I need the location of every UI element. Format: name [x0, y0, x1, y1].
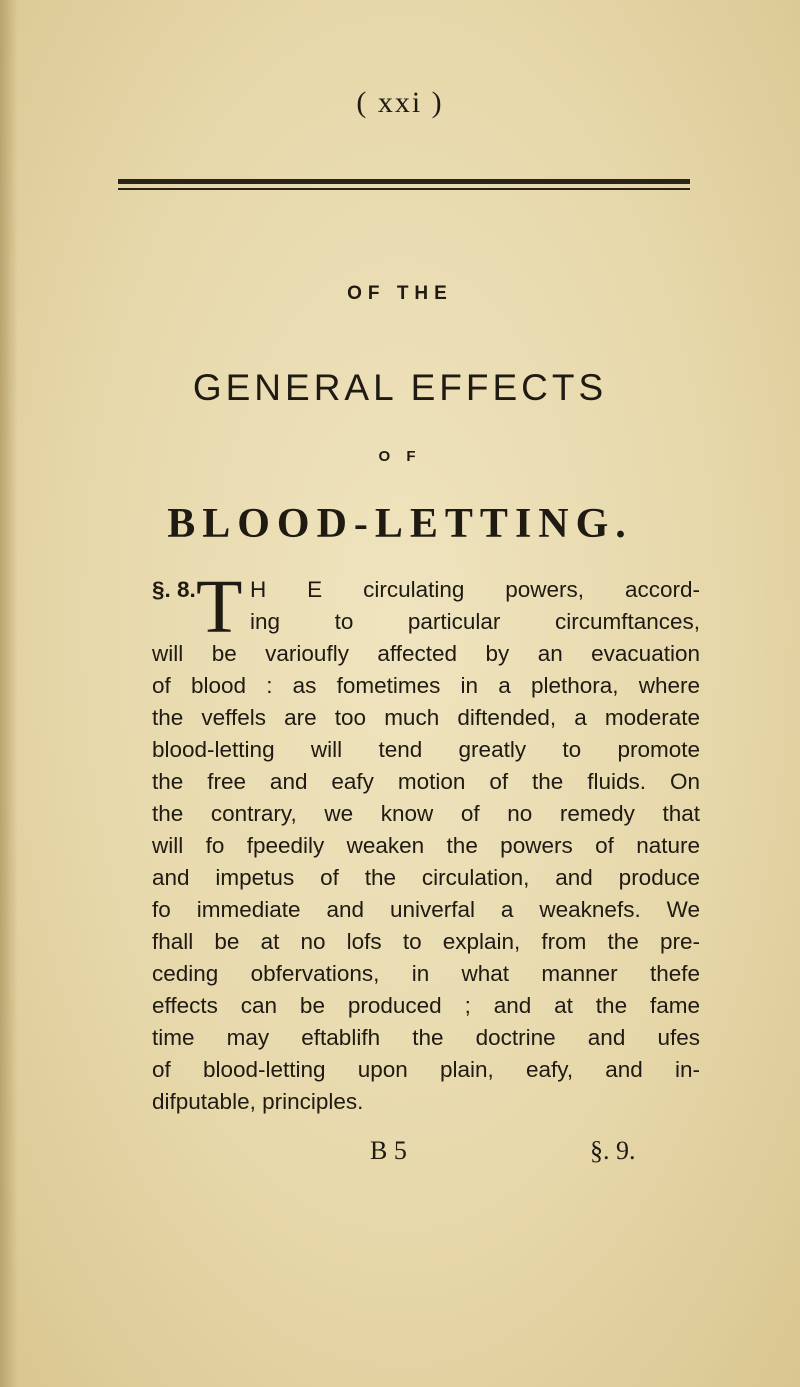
- paragraph-line: time may eftablifh the doctrine and ufes: [152, 1025, 700, 1050]
- paragraph-line: will fo fpeedily weaken the powers of nature: [152, 833, 700, 858]
- paragraph-line: of blood : as fometimes in a plethora, where: [152, 673, 700, 698]
- paragraph-line: of blood-letting upon plain, eafy, and in-: [152, 1057, 700, 1082]
- chapter-title-connector: O F: [378, 448, 422, 465]
- paragraph-line: blood-letting will tend greatly to promote: [152, 737, 700, 762]
- chapter-preheading: OF THE: [347, 283, 453, 304]
- chapter-title: GENERAL EFFECTS: [192, 367, 608, 408]
- paragraph-line-last: difputable, principles.: [152, 1089, 364, 1114]
- paragraph-line: the veffels are too much diftended, a moderate: [152, 705, 700, 730]
- paragraph-line: the contrary, we know of no remedy that: [152, 801, 700, 826]
- header-rule-thick: [118, 179, 690, 184]
- catchword: §. 9.: [590, 1136, 636, 1165]
- drop-cap-letter: T: [196, 565, 243, 649]
- page-gutter-shadow: [0, 0, 18, 1387]
- paragraph-line: will be varioufly affected by an evacuation: [152, 641, 700, 666]
- signature-mark: B 5: [370, 1136, 407, 1165]
- paragraph-second-line: ing to particular circumftances,: [250, 609, 700, 634]
- page-folio: ( xxi ): [356, 86, 444, 119]
- paragraph-body: [152, 638, 700, 1118]
- paragraph-line: the free and eafy motion of the fluids. On: [152, 769, 700, 794]
- chapter-subtitle: BLOOD-LETTING.: [167, 501, 633, 547]
- paragraph-line: ceding obfervations, in what manner thefe: [152, 961, 700, 986]
- header-rule-thin: [118, 188, 690, 190]
- paragraph-line: and impetus of the circulation, and produce: [152, 865, 700, 890]
- paragraph-first-line: H E circulating powers, accord-: [250, 577, 700, 602]
- paragraph-line: fhall be at no lofs to explain, from the pre-: [152, 929, 700, 954]
- paragraph-line: effects can be produced ; and at the fame: [152, 993, 700, 1018]
- paragraph-line: fo immediate and univerfal a weaknefs. We: [152, 897, 700, 922]
- section-number: §. 8.: [152, 577, 196, 602]
